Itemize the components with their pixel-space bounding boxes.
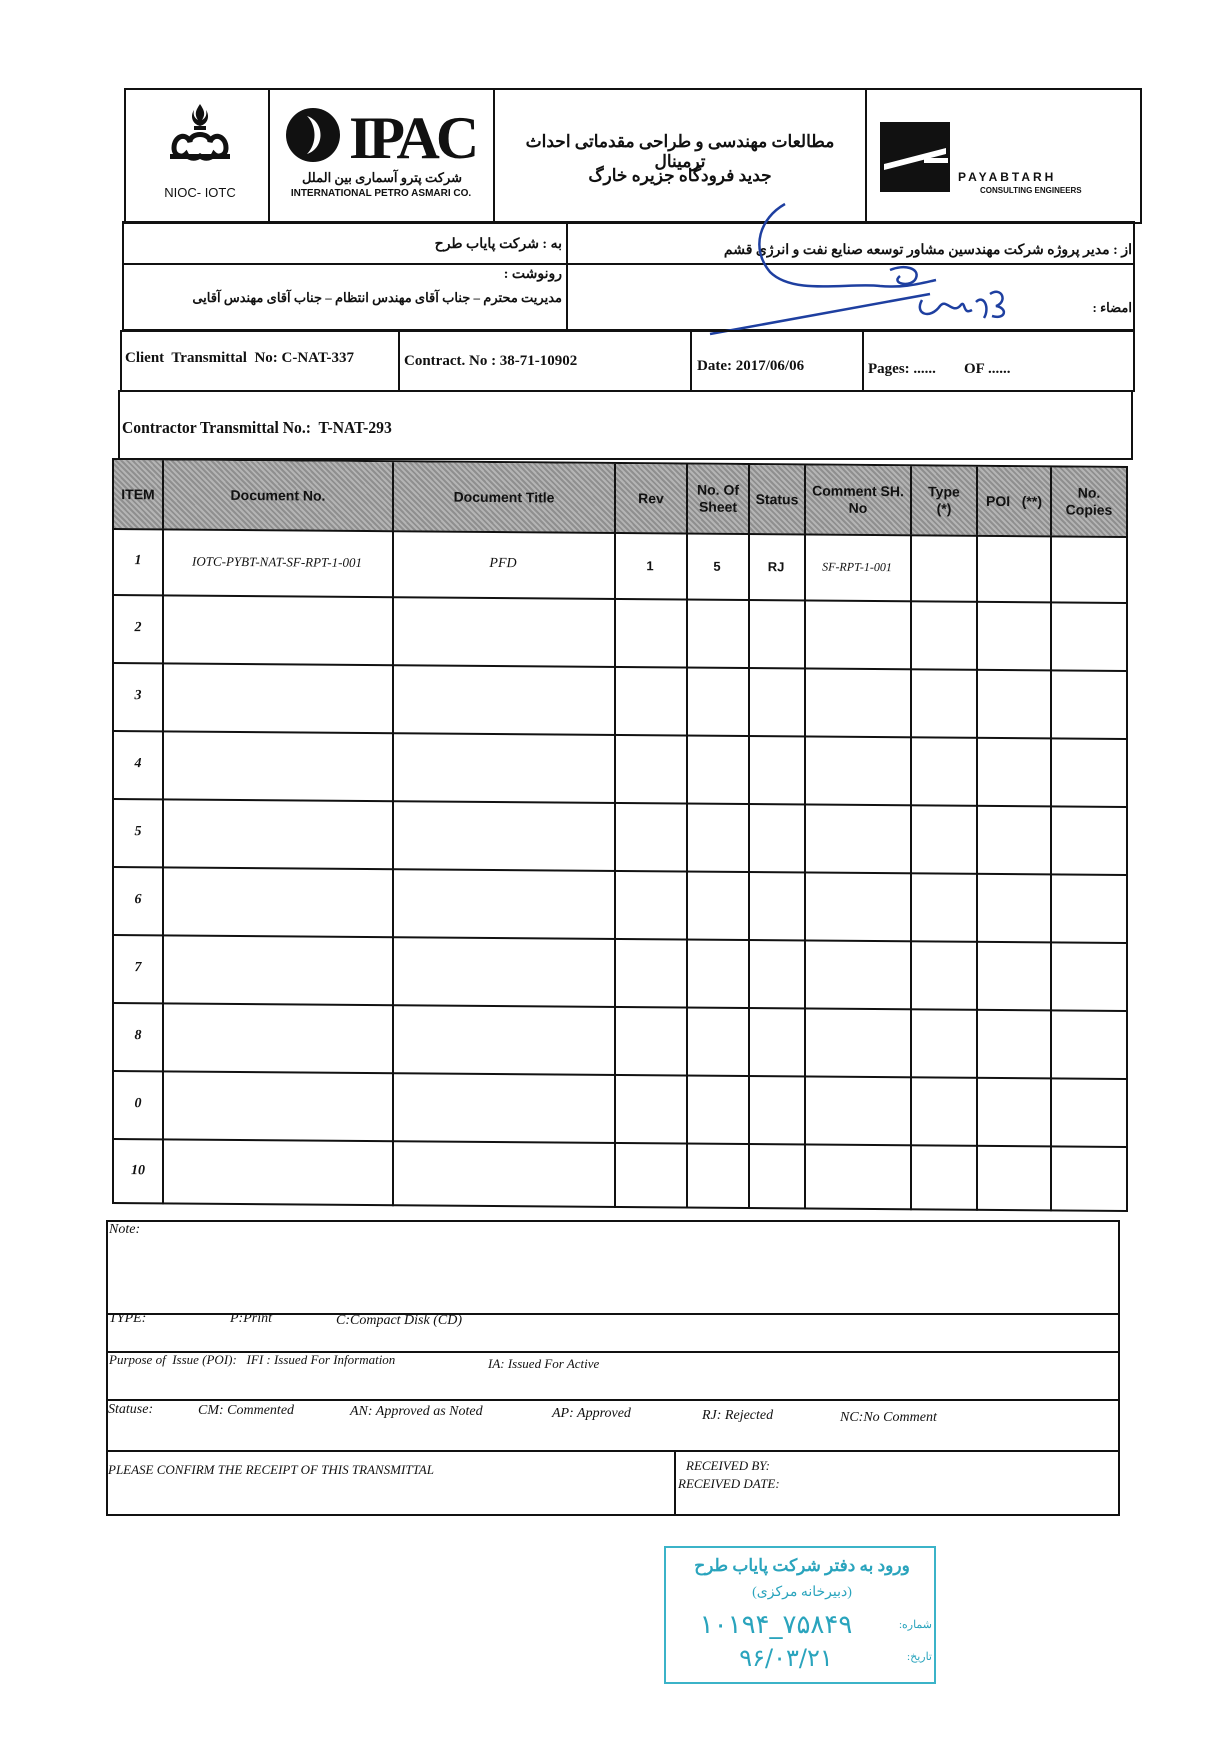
- poi-ifi: Purpose of Issue (POI): IFI : Issued For Information: [109, 1352, 396, 1367]
- to-field: به : شرکت پایاب طرح: [434, 237, 562, 252]
- status-an: AN: Approved as Noted: [350, 1404, 483, 1419]
- status-label: Statuse:: [108, 1402, 154, 1417]
- header-item: ITEM: [114, 460, 164, 528]
- stamp-date-label: تاریخ:: [907, 1651, 932, 1663]
- header-rev: Rev: [616, 464, 688, 533]
- row-item: 3: [134, 688, 142, 704]
- nioc-logo: [160, 98, 240, 168]
- ipac-persian-name: شرکت پترو آسماری بین الملل: [301, 170, 463, 185]
- date-field: Date: 2017/06/06: [697, 358, 805, 374]
- nioc-label: NIOC- IOTC: [164, 185, 236, 200]
- row-item: 7: [134, 960, 142, 976]
- stamp-date: ۹۶/۰۳/۲۱: [739, 1644, 833, 1672]
- payabtarh-sub: CONSULTING ENGINEERS: [980, 186, 1082, 195]
- row-item: 0: [134, 1096, 142, 1112]
- type-print: P:Print: [230, 1311, 272, 1326]
- payabtarh-logo: [880, 122, 950, 192]
- svg-text:IPAC: IPAC: [349, 105, 476, 166]
- row-item: 6: [134, 892, 142, 908]
- ipac-english-name: INTERNATIONAL PETRO ASMARI CO.: [290, 188, 472, 199]
- header-no-of-sheet: No. Of Sheet: [688, 465, 750, 533]
- header-no-copies: No. Copies: [1065, 484, 1113, 518]
- from-field: از : مدیر پروژه شرکت مهندسین مشاور توسعه صنایع نفت و انرژی قشم: [723, 243, 1132, 258]
- header-type: Type (*): [912, 466, 978, 535]
- status-cm: CM: Commented: [198, 1403, 295, 1418]
- stamp-line2: (دبیرخانه مرکزی): [752, 1585, 852, 1600]
- pages-field: Pages: ......: [868, 361, 936, 377]
- payabtarh-name: PAYABTARH: [958, 170, 1057, 184]
- signature-label: امضاء :: [1092, 300, 1132, 315]
- ipac-logo: [285, 104, 485, 166]
- header-status: Status: [750, 465, 806, 533]
- cc-label: رونوشت :: [503, 267, 562, 282]
- cc-text: مدیریت محترم – جناب آقای مهندس انتظام – جناب آقای مهندس آقایی: [192, 290, 562, 305]
- project-title-line2: جدید فرودگاه جزیره خارگ: [588, 166, 772, 185]
- contractor-transmittal-no: Contractor Transmittal No.: T-NAT-293: [122, 418, 392, 437]
- row-item: 2: [134, 620, 142, 636]
- header-document-no: Document No.: [164, 460, 394, 530]
- signature-mark: [690, 198, 1050, 348]
- row-rev: 1: [646, 557, 654, 573]
- project-title-line1: مطالعات مهندسی و طراحی مقدماتی احداث ترمینال: [525, 132, 835, 171]
- status-nc: NC:No Comment: [840, 1410, 937, 1425]
- client-transmittal-no: Client Transmittal No: C-NAT-337: [125, 350, 355, 366]
- type-label: TYPE:: [109, 1311, 147, 1326]
- row-item: 5: [134, 824, 142, 840]
- row-no-of-sheet: 5: [713, 558, 721, 574]
- row-item: 10: [131, 1163, 145, 1179]
- table-header: [114, 460, 1126, 538]
- pages-of: OF ......: [964, 361, 1011, 377]
- row-item: 4: [134, 756, 142, 772]
- row-status: RJ: [767, 558, 785, 574]
- row-document-title: PFD: [489, 555, 517, 572]
- stamp-number-label: شماره:: [898, 1619, 932, 1631]
- header-document-title: Document Title: [394, 462, 616, 532]
- confirm-receipt: PLEASE CONFIRM THE RECEIPT OF THIS TRANSMITTAL: [108, 1462, 434, 1477]
- note-label: Note:: [109, 1222, 141, 1237]
- row-item: 1: [134, 553, 142, 569]
- status-ap: AP: Approved: [552, 1406, 631, 1421]
- header-poi: POI (**): [978, 467, 1052, 536]
- received-date: RECEIVED DATE:: [678, 1476, 780, 1491]
- type-cd: C:Compact Disk (CD): [336, 1313, 462, 1328]
- poi-ia: IA: Issued For Active: [488, 1356, 600, 1371]
- received-by: RECEIVED BY:: [686, 1458, 770, 1473]
- row-item: 8: [134, 1028, 142, 1044]
- stamp-number: ۱۰۱۹۴_۷۵۸۴۹: [699, 1610, 853, 1640]
- row-document-no: IOTC-PYBT-NAT-SF-RPT-1-001: [192, 553, 362, 570]
- document-table: [112, 458, 1128, 1212]
- header-comment-sh-no: Comment SH. No: [806, 465, 912, 534]
- row-comment-sh-no: SF-RPT-1-001: [822, 559, 892, 574]
- receipt-stamp: [664, 1546, 936, 1684]
- stamp-line1: ورود به دفتر شرکت پایاب طرح: [694, 1556, 910, 1575]
- status-rj: RJ: Rejected: [702, 1408, 774, 1423]
- contract-no: Contract. No : 38-71-10902: [404, 353, 578, 369]
